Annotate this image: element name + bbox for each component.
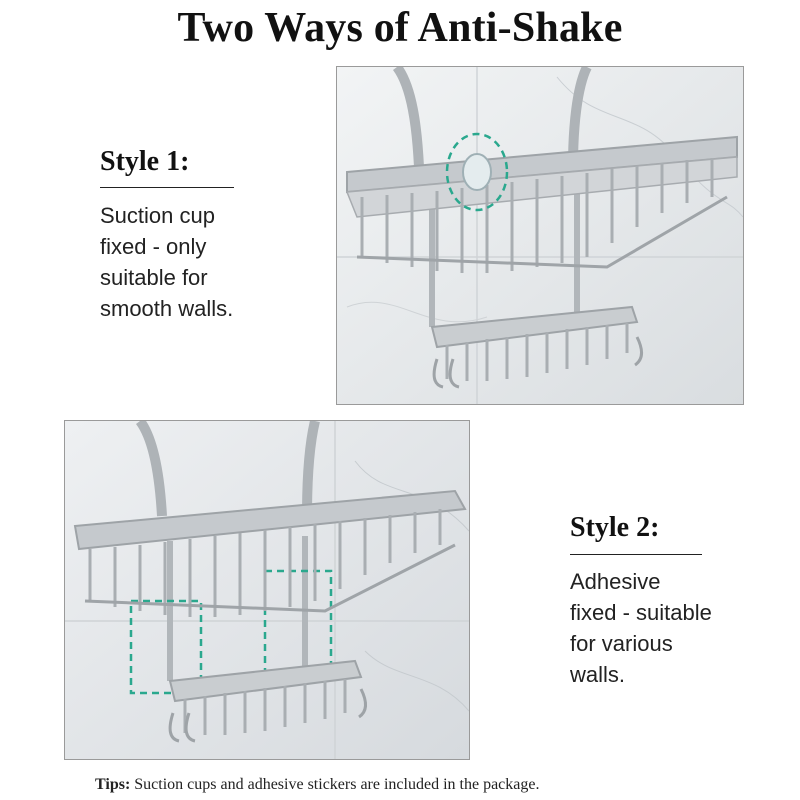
- adhesive-rack-photo: [64, 420, 470, 760]
- style1-divider: [100, 187, 234, 188]
- tips-note: [95, 776, 539, 794]
- suction-cup-rack-illustration: [337, 67, 743, 404]
- tips-label: Tips:: [95, 776, 131, 793]
- style2-line: for various: [570, 631, 673, 656]
- style2-description: [570, 566, 712, 690]
- style2-divider: [570, 554, 702, 555]
- style1-heading: Style 1:: [100, 146, 190, 177]
- style2-line: walls.: [570, 662, 626, 687]
- style2-line: fixed - suitable: [570, 600, 712, 625]
- style2-heading: Style 2:: [570, 512, 660, 543]
- tips-text: Suction cups and adhesive stickers are included in the package.: [130, 776, 540, 793]
- style2-line: Adhesive: [570, 569, 661, 594]
- style1-line: Suction cup: [100, 203, 215, 228]
- suction-cup-rack-photo: [336, 66, 744, 405]
- page-title: Two Ways of Anti-Shake: [177, 5, 623, 51]
- style1-description: [100, 200, 233, 324]
- adhesive-rack-illustration: [65, 421, 469, 759]
- style1-line: suitable for: [100, 265, 208, 290]
- style1-line: smooth walls.: [100, 296, 234, 321]
- style1-line: fixed - only: [100, 234, 207, 259]
